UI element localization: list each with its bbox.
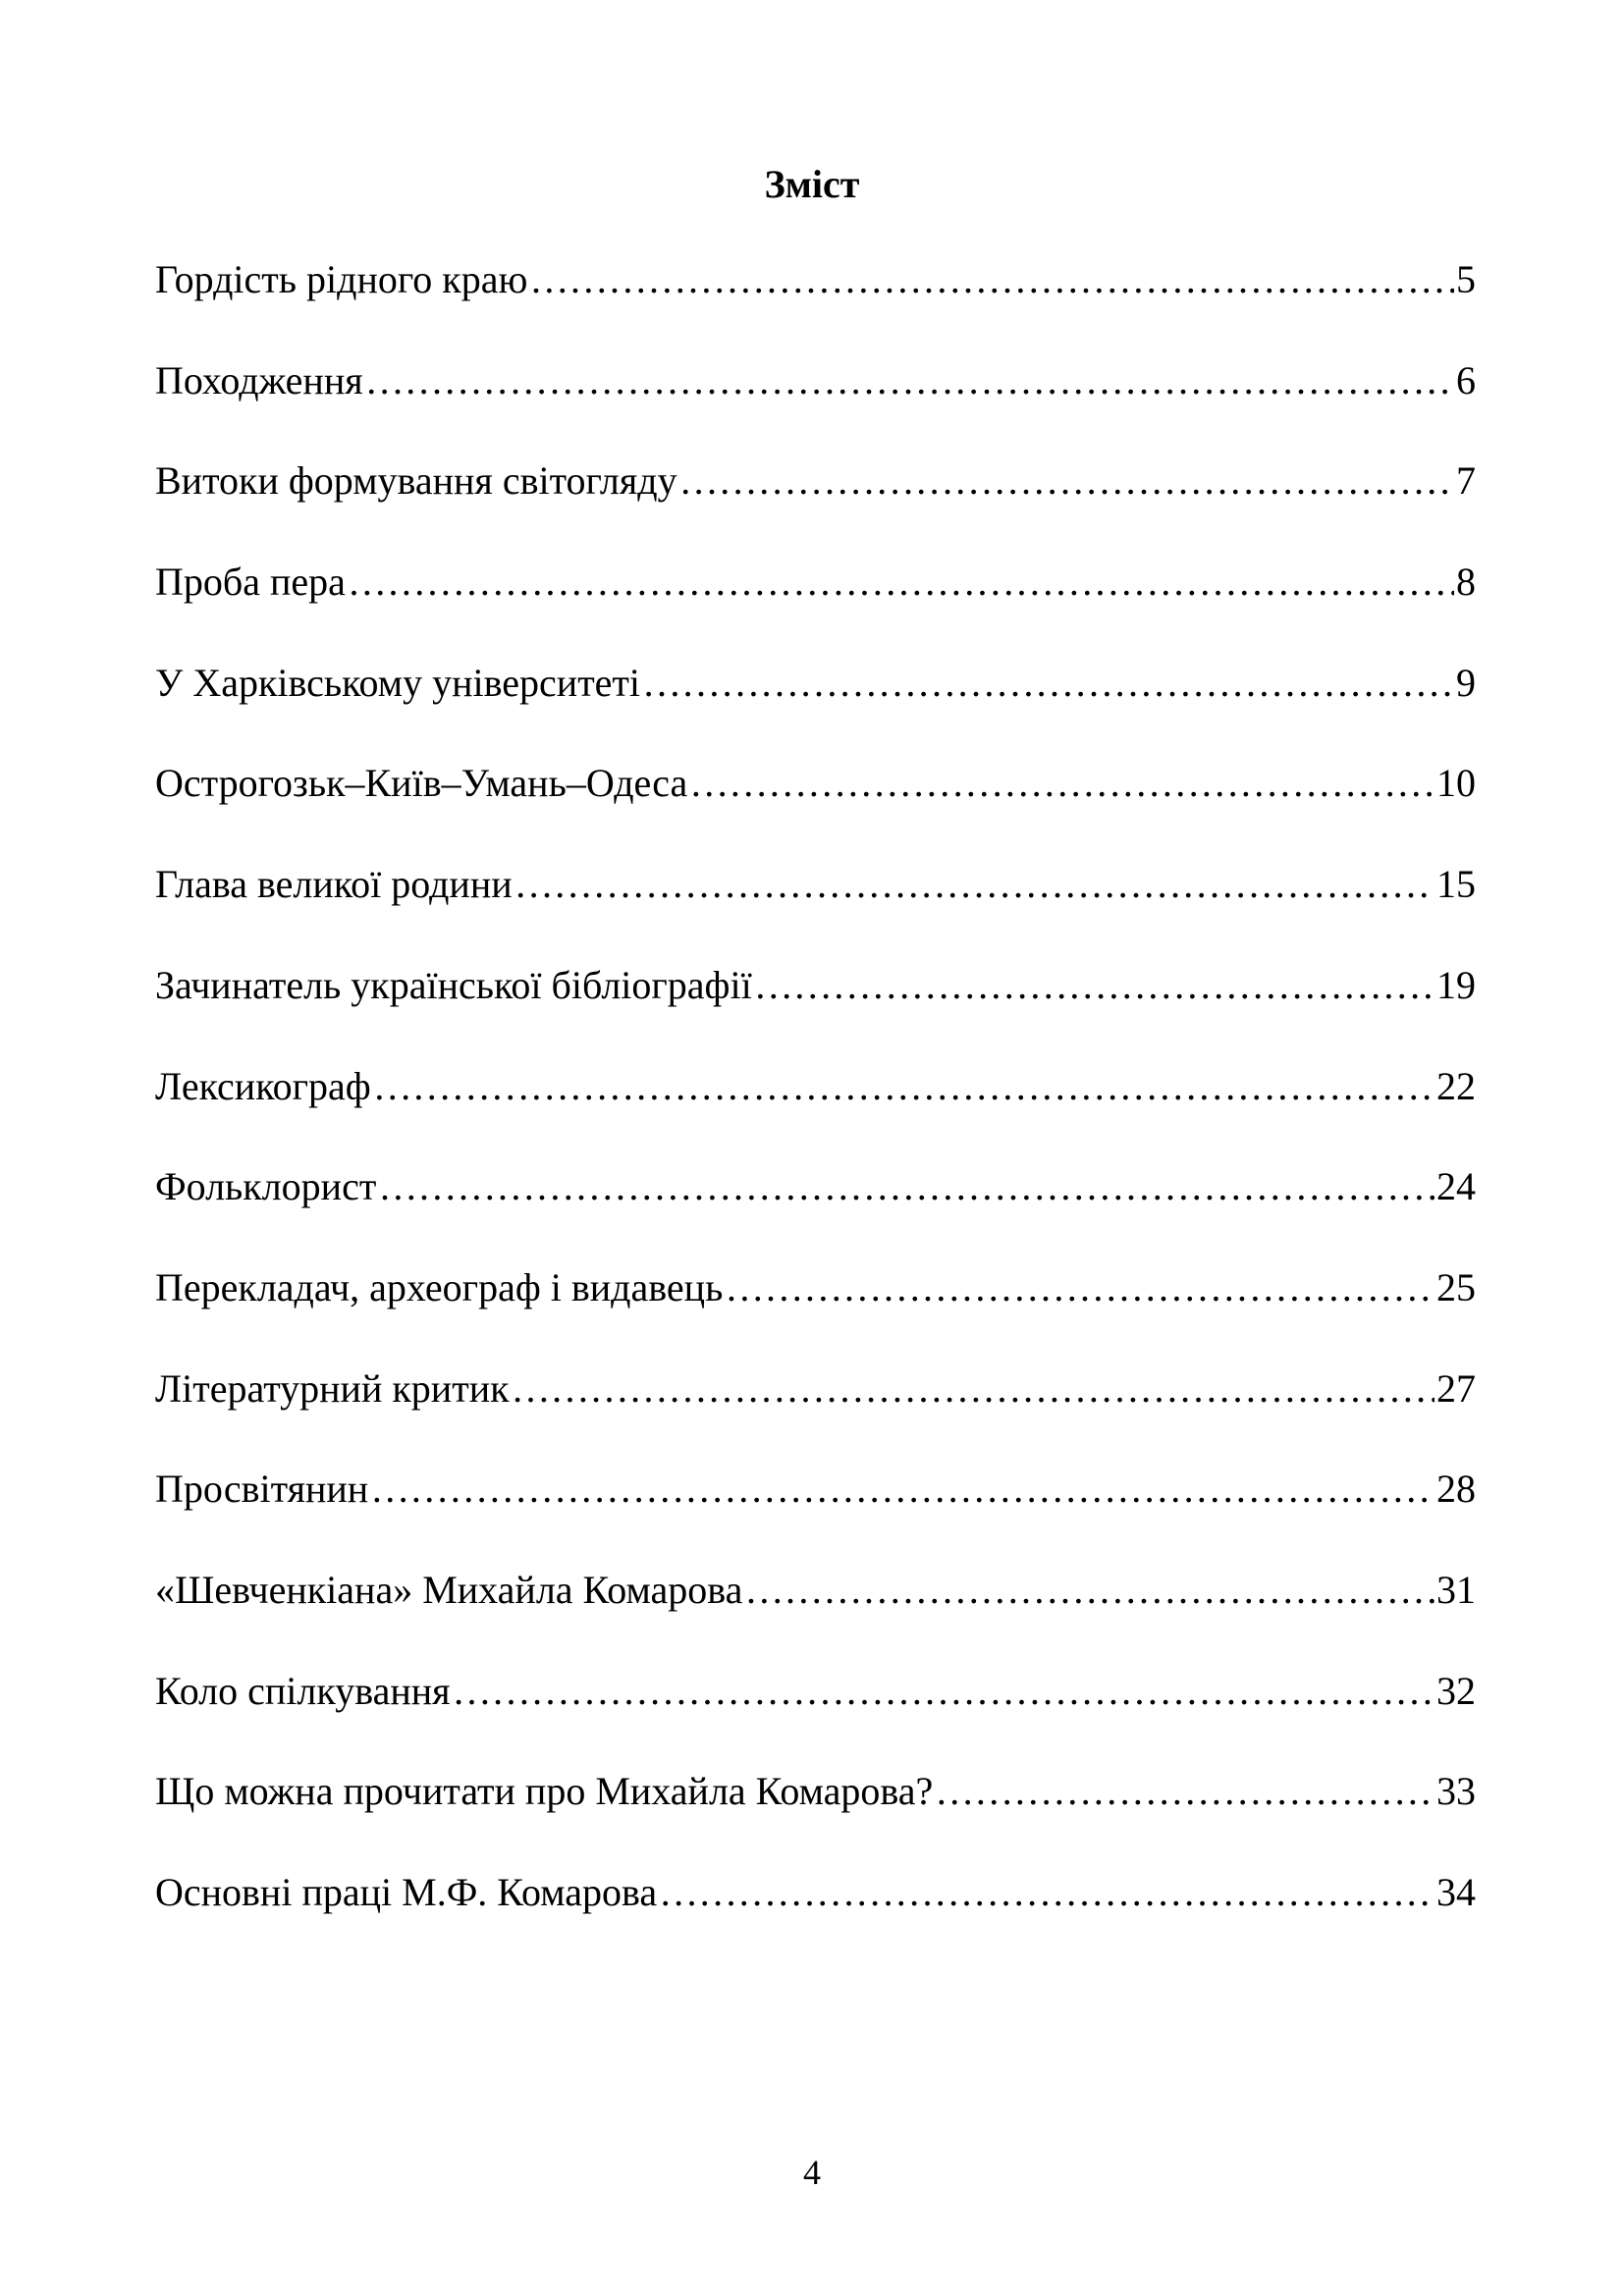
toc-entry-label: Коло спілкування	[155, 1668, 451, 1713]
toc-entry-label: Проба пера	[155, 560, 346, 605]
toc-dot-leader	[754, 956, 1435, 1015]
toc-dot-leader	[689, 754, 1435, 813]
toc-entry[interactable]	[155, 250, 1476, 351]
toc-entry-label: Зачинатель української бібліографії	[155, 962, 752, 1007]
toc-entry-page: 28	[1436, 1467, 1476, 1512]
toc-dot-leader	[373, 1057, 1435, 1116]
toc-entry[interactable]	[155, 553, 1476, 654]
toc-dot-leader	[370, 1460, 1435, 1519]
toc-entry-page: 9	[1456, 660, 1476, 705]
toc-entry-label: Лексикограф	[155, 1063, 371, 1108]
toc-entry[interactable]	[155, 1662, 1476, 1763]
toc-entry-page: 8	[1456, 560, 1476, 605]
toc-dot-leader	[744, 1561, 1435, 1620]
toc-entry-label: Острогозьк–Київ–Умань–Одеса	[155, 761, 688, 806]
toc-dot-leader	[679, 452, 1454, 510]
toc-dot-leader	[453, 1662, 1435, 1721]
toc-entry[interactable]	[155, 956, 1476, 1057]
toc-entry-label: «Шевченкіана» Михайла Комарова	[155, 1567, 743, 1612]
toc-entry-label: У Харківському університеті	[155, 660, 641, 705]
toc-entry-label: Походження	[155, 357, 363, 402]
toc-entry[interactable]	[155, 1863, 1476, 1964]
toc-dot-leader	[348, 553, 1454, 612]
toc-dot-leader	[378, 1157, 1435, 1216]
toc-entry-label: Витоки формування світогляду	[155, 458, 677, 504]
toc-entry-page: 22	[1436, 1063, 1476, 1108]
toc-dot-leader	[529, 250, 1454, 309]
toc-entry[interactable]	[155, 654, 1476, 755]
toc-dot-leader	[725, 1258, 1435, 1317]
toc-dot-leader	[935, 1762, 1435, 1821]
toc-entry-page: 15	[1436, 862, 1476, 907]
toc-entry-label: Перекладач, археограф і видавець	[155, 1264, 724, 1309]
toc-entry[interactable]	[155, 855, 1476, 956]
toc-entry[interactable]	[155, 452, 1476, 553]
toc-entry-page: 31	[1436, 1567, 1476, 1612]
toc-entry-page: 19	[1436, 962, 1476, 1007]
toc-entry[interactable]	[155, 1057, 1476, 1158]
toc-entry-page: 10	[1436, 761, 1476, 806]
toc-entry-page: 33	[1436, 1769, 1476, 1814]
toc-entry-page: 6	[1456, 357, 1476, 402]
toc-dot-leader	[642, 654, 1454, 713]
toc-entry-page: 34	[1436, 1870, 1476, 1914]
toc-entry[interactable]	[155, 1258, 1476, 1360]
toc-entry-page: 24	[1436, 1164, 1476, 1209]
toc-entry[interactable]	[155, 1762, 1476, 1863]
toc-entry-label: Просвітянин	[155, 1467, 369, 1512]
toc-entry-page: 7	[1456, 458, 1476, 504]
toc-entry-label: Фольклорист	[155, 1164, 377, 1209]
toc-entry-label: Глава великої родини	[155, 862, 513, 907]
page-number: 4	[803, 2153, 821, 2192]
toc-dot-leader	[514, 855, 1435, 914]
toc-dot-leader	[512, 1360, 1435, 1418]
toc-entry-label: Що можна прочитати про Михайла Комарова?	[155, 1769, 934, 1814]
toc-entry[interactable]	[155, 1561, 1476, 1662]
page-title: Зміст	[764, 162, 860, 206]
table-of-contents	[155, 250, 1476, 1964]
toc-entry[interactable]	[155, 351, 1476, 453]
toc-entry-page: 25	[1436, 1264, 1476, 1309]
toc-entry-label: Літературний критик	[155, 1365, 510, 1411]
toc-entry[interactable]	[155, 1460, 1476, 1561]
toc-entry[interactable]	[155, 754, 1476, 855]
toc-entry-page: 5	[1456, 257, 1476, 301]
toc-dot-leader	[365, 351, 1454, 410]
toc-entry[interactable]	[155, 1360, 1476, 1461]
toc-entry[interactable]	[155, 1157, 1476, 1258]
toc-dot-leader	[659, 1863, 1435, 1922]
toc-entry-label: Гордість рідного краю	[155, 257, 528, 301]
toc-entry-page: 27	[1436, 1365, 1476, 1411]
toc-entry-label: Основні праці М.Ф. Комарова	[155, 1870, 658, 1914]
toc-entry-page: 32	[1436, 1668, 1476, 1713]
